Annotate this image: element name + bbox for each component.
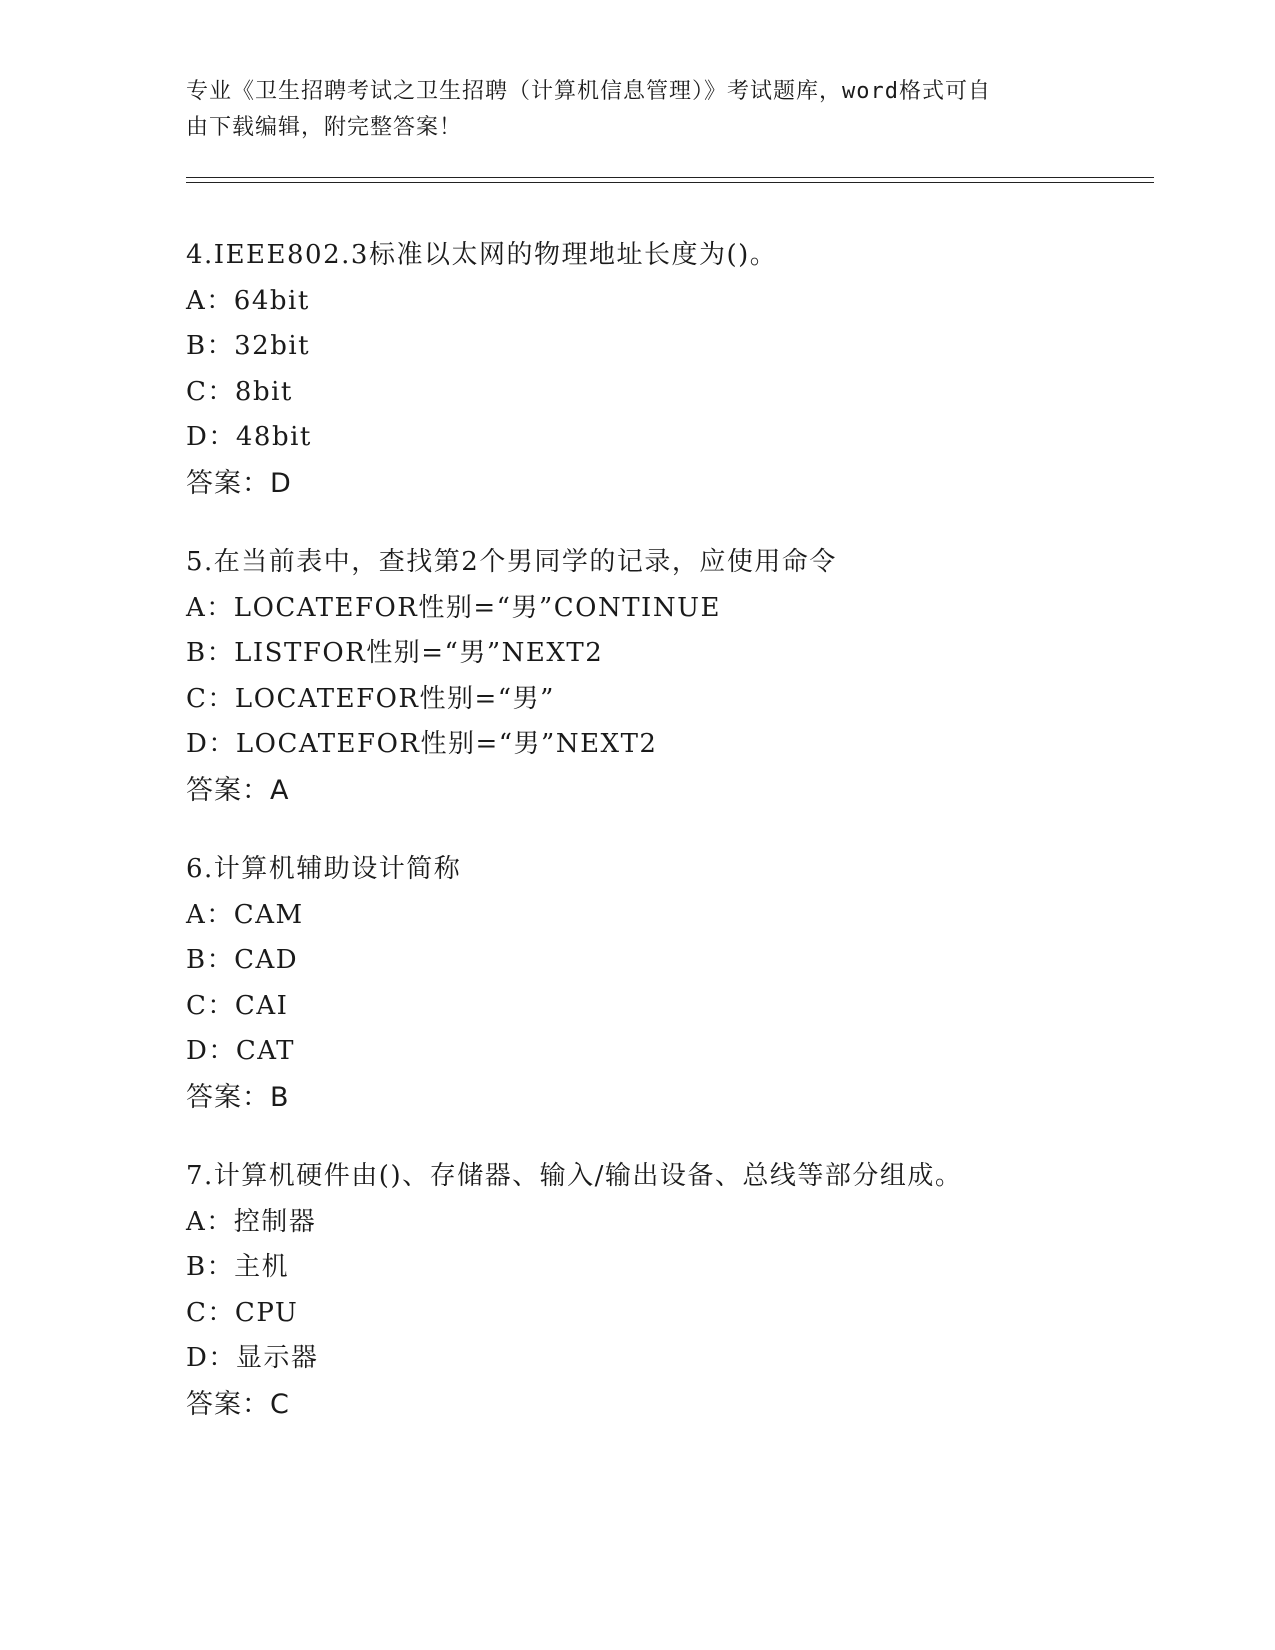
option-text: 32bit	[234, 331, 311, 361]
option-b	[186, 938, 1166, 984]
option-letter: A	[186, 285, 207, 316]
option-letter: B	[186, 638, 207, 668]
option-letter: B	[186, 331, 207, 361]
option-letter: A	[186, 592, 207, 623]
option-b	[186, 1245, 1166, 1291]
question-title: 7.计算机硬件由()、存储器、输入/输出设备、总线等部分组成。	[186, 1161, 963, 1191]
option-separator: ：	[207, 990, 235, 1021]
option-text: LOCATEFOR性别=“男”	[234, 683, 555, 714]
option-separator: ：	[206, 899, 234, 930]
header-divider-bottom	[186, 182, 1154, 183]
option-a	[186, 586, 1166, 632]
header-divider-top	[186, 177, 1154, 178]
question-title: 6.计算机辅助设计简称	[186, 854, 462, 884]
option-separator: ：	[208, 422, 236, 452]
answer-text: 答案：A	[186, 774, 290, 806]
option-separator: ：	[206, 638, 235, 668]
option-letter: A	[186, 899, 207, 930]
option-letter: C	[186, 1297, 208, 1328]
option-text: LOCATEFOR性别=“男”NEXT2	[235, 729, 658, 759]
option-separator: ：	[207, 683, 235, 714]
option-text: 48bit	[235, 422, 312, 452]
question-item	[186, 847, 1166, 1120]
option-a	[186, 1200, 1166, 1246]
option-letter: D	[186, 729, 209, 759]
option-letter: B	[186, 1252, 207, 1282]
question-item	[186, 540, 1166, 813]
answer-text: 答案：C	[186, 1388, 290, 1420]
option-separator: ：	[206, 945, 235, 975]
answer-text: 答案：D	[186, 467, 292, 499]
answer-text: 答案：B	[186, 1081, 290, 1113]
option-c	[186, 1291, 1166, 1337]
question-title: 5.在当前表中，查找第2个男同学的记录，应使用命令	[186, 547, 837, 577]
option-separator: ：	[207, 1297, 235, 1328]
question-item	[186, 233, 1166, 506]
option-letter: D	[186, 1343, 209, 1373]
option-d	[186, 1336, 1166, 1382]
option-separator: ：	[208, 1036, 236, 1066]
option-letter: D	[186, 1036, 209, 1066]
option-text: 控制器	[233, 1206, 317, 1237]
question-item	[186, 1154, 1166, 1427]
option-d	[186, 722, 1166, 768]
option-a	[186, 893, 1166, 939]
question-title: 4.IEEE802.3标准以太网的物理地址长度为()。	[186, 240, 778, 270]
document-header	[186, 74, 1066, 146]
option-a	[186, 279, 1166, 325]
option-text: CPU	[234, 1297, 299, 1328]
option-text: CAD	[234, 945, 299, 975]
option-separator: ：	[208, 1343, 236, 1373]
option-letter: C	[186, 376, 208, 407]
option-text: LISTFOR性别=“男”NEXT2	[234, 638, 604, 668]
option-separator: ：	[207, 376, 235, 407]
option-b	[186, 631, 1166, 677]
option-text: 主机	[234, 1252, 290, 1282]
option-text: 显示器	[235, 1343, 319, 1373]
option-separator: ：	[206, 1252, 235, 1282]
option-d	[186, 415, 1166, 461]
option-separator: ：	[206, 1206, 234, 1237]
option-text: 64bit	[233, 285, 310, 316]
option-letter: C	[186, 990, 208, 1021]
option-text: 8bit	[234, 376, 293, 407]
option-letter: B	[186, 945, 207, 975]
option-c	[186, 370, 1166, 416]
header-line-1: 专业《卫生招聘考试之卫生招聘（计算机信息管理）》考试题库，word格式可自	[186, 79, 991, 104]
question-list	[186, 233, 1166, 1461]
option-text: CAT	[235, 1036, 295, 1066]
option-c	[186, 677, 1166, 723]
header-line-2: 由下载编辑，附完整答案！	[186, 115, 463, 140]
option-separator: ：	[208, 729, 236, 759]
option-letter: A	[186, 1206, 207, 1237]
option-c	[186, 984, 1166, 1030]
option-d	[186, 1029, 1166, 1075]
option-letter: C	[186, 683, 208, 714]
option-text: CAM	[233, 899, 304, 930]
option-b	[186, 324, 1166, 370]
option-letter: D	[186, 422, 209, 452]
option-separator: ：	[206, 285, 234, 316]
option-text: LOCATEFOR性别=“男”CONTINUE	[233, 592, 721, 623]
option-text: CAI	[234, 990, 289, 1021]
option-separator: ：	[206, 592, 234, 623]
option-separator: ：	[206, 331, 235, 361]
